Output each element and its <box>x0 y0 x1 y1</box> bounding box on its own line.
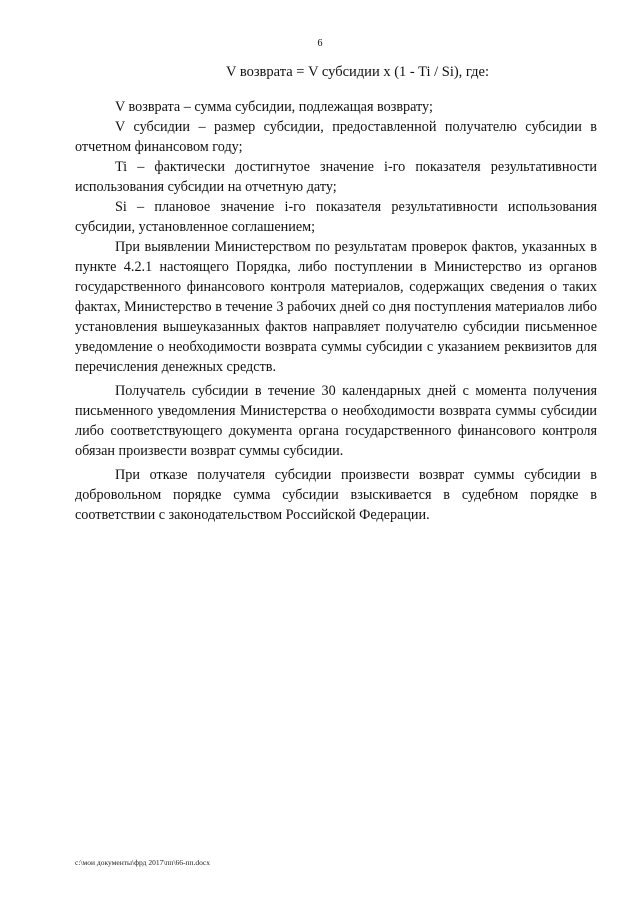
paragraph-violation-detection: При выявлении Министерством по результатам проверок фактов, указанных в пункте 4.2.1 настоящего Порядка, либо поступлении в Министерство из органов государственного финансового контроля материалов, содержащих сведения о таких фактах, Министерство в течение 3 рабочих дней со дня поступления материалов либо установления вышеуказанных фактов направляет получателю субсидии письменное уведомление о необходимости возврата суммы субсидии с указанием реквизитов для перечисления денежных средств. <box>75 239 597 375</box>
paragraph-v-subsidy: V субсидии – размер субсидии, предоставленной получателю субсидии в отчетном финансовом году; <box>75 119 597 155</box>
refund-formula: V возврата = V субсидии x (1 - Ti / Si), где: <box>226 64 489 80</box>
document-body <box>75 97 597 525</box>
paragraph-v-refund: V возврата – сумма субсидии, подлежащая возврату; <box>115 99 433 115</box>
paragraph-refund-deadline: Получатель субсидии в течение 30 календарных дней с момента получения письменного уведомления Министерства о необходимости возврата суммы субсидии либо соответствующего документа органа государственного финансового контроля обязан произвести возврат суммы субсидии. <box>75 383 597 459</box>
paragraph-ti: Ti – фактически достигнутое значение i-го показателя результативности использования субсидии на отчетную дату; <box>75 159 597 195</box>
footer-file-path: c:\мои документы\фрд 2017\пп\66-пп.docx <box>75 858 210 867</box>
paragraph-refusal: При отказе получателя субсидии произвести возврат суммы субсидии в добровольном порядке сумма субсидии взыскивается в судебном порядке в соответствии с законодательством Российской Федерации. <box>75 467 597 523</box>
paragraph-si: Si – плановое значение i-го показателя результативности использования субсидии, установленное соглашением; <box>75 199 597 235</box>
page-number: 6 <box>317 38 323 49</box>
